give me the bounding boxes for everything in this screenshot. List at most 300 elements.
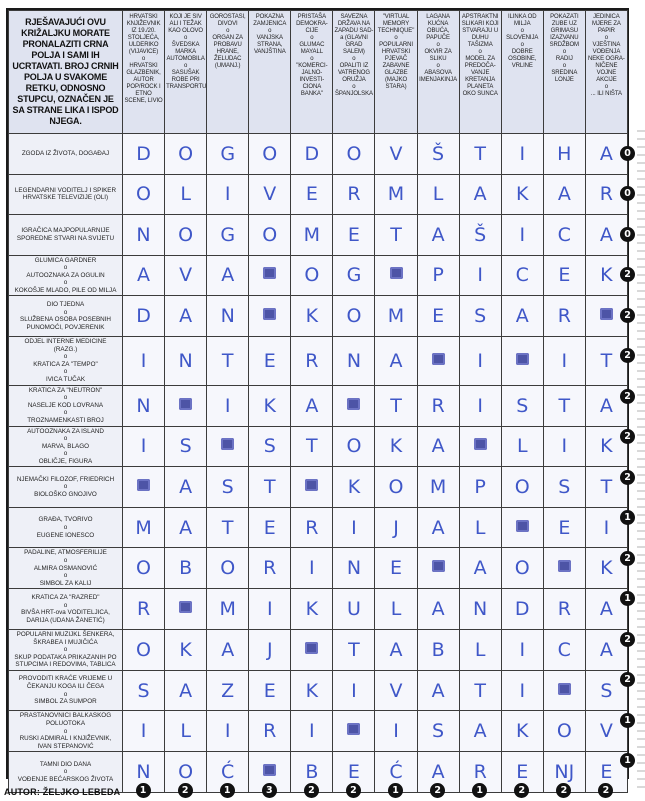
handwritten-letter: V bbox=[263, 183, 277, 206]
letter-cell[interactable] bbox=[249, 215, 291, 256]
letter-cell[interactable] bbox=[165, 548, 207, 589]
letter-cell[interactable] bbox=[417, 426, 459, 467]
letter-cell[interactable] bbox=[417, 467, 459, 508]
letter-cell[interactable] bbox=[417, 296, 459, 337]
letter-cell[interactable] bbox=[459, 296, 501, 337]
letter-cell[interactable] bbox=[291, 255, 333, 296]
letter-cell[interactable] bbox=[543, 629, 585, 670]
letter-cell[interactable] bbox=[459, 215, 501, 256]
letter-cell[interactable] bbox=[459, 548, 501, 589]
handwritten-letter: P bbox=[432, 264, 444, 287]
column-count-badge: 2 bbox=[514, 783, 529, 798]
letter-cell[interactable] bbox=[585, 336, 627, 385]
letter-cell[interactable] bbox=[123, 589, 165, 630]
row-count-badge: 0 bbox=[620, 227, 635, 242]
letter-cell[interactable] bbox=[207, 215, 249, 256]
letter-cell[interactable] bbox=[459, 467, 501, 508]
handwritten-letter: E bbox=[516, 761, 529, 784]
handwritten-letter: A bbox=[137, 264, 151, 287]
handwritten-letter: T bbox=[390, 394, 402, 417]
letter-cell[interactable] bbox=[543, 174, 585, 215]
handwritten-letter: R bbox=[136, 598, 151, 621]
letter-cell[interactable] bbox=[543, 296, 585, 337]
handwritten-letter: L bbox=[180, 183, 191, 206]
handwritten-letter: A bbox=[473, 183, 487, 206]
handwritten-letter: L bbox=[180, 720, 191, 743]
black-square bbox=[179, 601, 192, 613]
black-cell[interactable] bbox=[333, 385, 375, 426]
handwritten-letter: O bbox=[346, 435, 362, 458]
letter-cell[interactable] bbox=[501, 711, 543, 752]
letter-cell[interactable] bbox=[375, 548, 417, 589]
row-clue-15 bbox=[9, 711, 123, 752]
handwritten-letter: Ć bbox=[389, 761, 403, 784]
letter-cell[interactable] bbox=[333, 507, 375, 548]
handwritten-letter: A bbox=[389, 349, 403, 372]
letter-cell[interactable] bbox=[249, 426, 291, 467]
letter-cell[interactable] bbox=[165, 255, 207, 296]
letter-cell[interactable] bbox=[375, 507, 417, 548]
letter-cell[interactable] bbox=[501, 589, 543, 630]
letter-cell[interactable] bbox=[543, 385, 585, 426]
letter-cell[interactable] bbox=[543, 215, 585, 256]
column-clue-text: KOJI JE SIV ALI I TEŽAK KAO OLOVO o ŠVEDSKA MARKA AUTOMOBILA o SASUŠAK ROBE PRI TRANSPORTU bbox=[166, 14, 207, 90]
handwritten-letter: O bbox=[136, 183, 152, 206]
row-clue-7 bbox=[9, 385, 123, 426]
handwritten-letter: K bbox=[516, 183, 529, 206]
grid-row-6 bbox=[9, 336, 628, 385]
column-header-row bbox=[9, 11, 628, 134]
column-clue-10 bbox=[501, 11, 543, 134]
row-count-badge: 2 bbox=[620, 308, 635, 323]
handwritten-letter: K bbox=[347, 476, 361, 499]
handwritten-letter: I bbox=[519, 142, 526, 165]
handwritten-letter: T bbox=[474, 142, 486, 165]
black-square bbox=[558, 560, 571, 572]
black-square bbox=[600, 308, 613, 320]
letter-cell[interactable] bbox=[543, 336, 585, 385]
handwritten-letter: A bbox=[179, 305, 193, 328]
letter-cell[interactable] bbox=[375, 589, 417, 630]
row-clue-10 bbox=[9, 507, 123, 548]
letter-cell[interactable] bbox=[249, 670, 291, 711]
letter-cell[interactable] bbox=[207, 296, 249, 337]
row-clue-text: PROVODITI KRAĆE VRIJEME U ČEKANJU KOGA ILI ČEGA o SIMBOL ZA SUMPOR bbox=[18, 675, 113, 706]
letter-cell[interactable] bbox=[291, 670, 333, 711]
handwritten-letter: A bbox=[221, 638, 235, 661]
letter-cell[interactable] bbox=[459, 336, 501, 385]
column-clue-8 bbox=[417, 11, 459, 134]
letter-cell[interactable] bbox=[123, 215, 165, 256]
row-clue-3 bbox=[9, 215, 123, 256]
handwritten-letter: D bbox=[136, 142, 151, 165]
handwritten-letter: S bbox=[137, 679, 150, 702]
row-count-badge: 2 bbox=[620, 389, 635, 404]
handwritten-letter: A bbox=[599, 394, 613, 417]
handwritten-letter: T bbox=[474, 679, 486, 702]
letter-cell[interactable] bbox=[417, 385, 459, 426]
letter-cell[interactable] bbox=[459, 507, 501, 548]
instructions-box bbox=[9, 11, 123, 134]
handwritten-letter: T bbox=[600, 476, 613, 499]
letter-cell[interactable] bbox=[501, 385, 543, 426]
letter-cell[interactable] bbox=[501, 174, 543, 215]
letter-cell[interactable] bbox=[543, 426, 585, 467]
handwritten-letter: I bbox=[224, 394, 231, 417]
letter-cell[interactable] bbox=[123, 670, 165, 711]
letter-cell[interactable] bbox=[249, 548, 291, 589]
row-count-badge: 1 bbox=[620, 510, 635, 525]
letter-cell[interactable] bbox=[417, 134, 459, 175]
letter-cell[interactable] bbox=[375, 670, 417, 711]
handwritten-letter: R bbox=[305, 349, 319, 372]
letter-cell[interactable] bbox=[333, 589, 375, 630]
black-cell[interactable] bbox=[501, 336, 543, 385]
black-square bbox=[432, 560, 445, 572]
letter-cell[interactable] bbox=[249, 134, 291, 175]
letter-cell[interactable] bbox=[501, 134, 543, 175]
column-clue-text: GOROSTASI, DIVOVI o ORGAN ZA PROBAVU HRANE, ŽELUDAC (UMANJ.) bbox=[209, 14, 246, 69]
letter-cell[interactable] bbox=[207, 629, 249, 670]
letter-cell[interactable] bbox=[333, 255, 375, 296]
grid-row-11 bbox=[9, 548, 628, 589]
row-clue-text: LEGENDARNI VODITELJ I SPIKER HRVATSKE TELEVIZIJE (OLI) bbox=[14, 186, 117, 202]
handwritten-letter: I bbox=[477, 264, 483, 287]
letter-cell[interactable] bbox=[207, 467, 249, 508]
letter-cell[interactable] bbox=[165, 426, 207, 467]
column-count-badge: 1 bbox=[388, 783, 403, 798]
black-cell[interactable] bbox=[333, 711, 375, 752]
letter-cell[interactable] bbox=[207, 670, 249, 711]
letter-cell[interactable] bbox=[165, 670, 207, 711]
letter-cell[interactable] bbox=[207, 385, 249, 426]
letter-cell[interactable] bbox=[291, 589, 333, 630]
handwritten-letter: E bbox=[600, 761, 613, 784]
letter-cell[interactable] bbox=[459, 711, 501, 752]
letter-cell[interactable] bbox=[165, 629, 207, 670]
letter-cell[interactable] bbox=[459, 670, 501, 711]
handwritten-letter: K bbox=[305, 598, 319, 621]
row-clue-text: GLUMICA GARDNER o AUTOOZNAKA ZA OGULIN o KOKOŠJE MLADO, PILE OD MILJA bbox=[14, 256, 117, 294]
letter-cell[interactable] bbox=[165, 336, 207, 385]
letter-cell[interactable] bbox=[207, 548, 249, 589]
black-square bbox=[179, 398, 192, 410]
letter-cell[interactable] bbox=[207, 134, 249, 175]
letter-cell[interactable] bbox=[543, 711, 585, 752]
letter-cell[interactable] bbox=[249, 336, 291, 385]
letter-cell[interactable] bbox=[123, 174, 165, 215]
column-clue-5 bbox=[291, 11, 333, 134]
black-cell[interactable] bbox=[417, 548, 459, 589]
letter-cell[interactable] bbox=[459, 134, 501, 175]
column-count-badge: 2 bbox=[304, 783, 319, 798]
letter-cell[interactable] bbox=[291, 215, 333, 256]
letter-cell[interactable] bbox=[375, 711, 417, 752]
row-clue-14 bbox=[9, 670, 123, 711]
handwritten-letter: E bbox=[347, 223, 360, 246]
row-clue-13 bbox=[9, 629, 123, 670]
black-square bbox=[474, 438, 487, 450]
letter-cell[interactable] bbox=[333, 296, 375, 337]
row-count-badge: 1 bbox=[620, 753, 635, 768]
handwritten-letter: E bbox=[390, 557, 403, 580]
letter-cell[interactable] bbox=[291, 296, 333, 337]
column-clue-2 bbox=[165, 11, 207, 134]
letter-cell[interactable] bbox=[375, 426, 417, 467]
black-cell[interactable] bbox=[375, 255, 417, 296]
handwritten-letter: A bbox=[599, 598, 613, 621]
letter-cell[interactable] bbox=[375, 385, 417, 426]
column-count-badge: 2 bbox=[598, 783, 613, 798]
column-clue-text: HRVATSKI KNJIŽEVNIK IZ 19./20. STOLJEĆA, ULDERIKO (VIJAVICE) o HRVATSKI GLAZBENIK, AUTOR POP/ROCK I ETNO SCENE, LIVIO bbox=[124, 14, 163, 104]
letter-cell[interactable] bbox=[165, 174, 207, 215]
row-clue-text: KRATICA ZA "NEUTRON" o NASELJE KOD LOVRANA o TROZNAMENKASTI BROJ bbox=[27, 386, 104, 424]
handwritten-letter: I bbox=[603, 516, 610, 539]
handwritten-letter: A bbox=[473, 557, 487, 580]
black-cell[interactable] bbox=[249, 255, 291, 296]
letter-cell[interactable] bbox=[417, 507, 459, 548]
handwritten-letter: B bbox=[305, 761, 319, 784]
letter-cell[interactable] bbox=[543, 255, 585, 296]
black-cell[interactable] bbox=[165, 385, 207, 426]
handwritten-letter: G bbox=[220, 223, 236, 246]
black-square bbox=[263, 764, 276, 776]
letter-cell[interactable] bbox=[459, 255, 501, 296]
handwritten-letter: E bbox=[558, 264, 571, 287]
letter-cell[interactable] bbox=[501, 255, 543, 296]
letter-cell[interactable] bbox=[291, 336, 333, 385]
handwritten-letter: A bbox=[599, 142, 613, 165]
letter-cell[interactable] bbox=[333, 670, 375, 711]
letter-cell[interactable] bbox=[123, 385, 165, 426]
letter-cell[interactable] bbox=[543, 589, 585, 630]
grid-row-14 bbox=[9, 670, 628, 711]
letter-cell[interactable] bbox=[459, 385, 501, 426]
letter-cell[interactable] bbox=[375, 134, 417, 175]
handwritten-letter: R bbox=[263, 720, 277, 743]
black-square bbox=[305, 642, 318, 654]
handwritten-letter: L bbox=[432, 183, 444, 206]
letter-cell[interactable] bbox=[501, 215, 543, 256]
letter-cell[interactable] bbox=[207, 711, 249, 752]
letter-cell[interactable] bbox=[123, 255, 165, 296]
handwritten-letter: A bbox=[431, 761, 445, 784]
letter-cell[interactable] bbox=[165, 507, 207, 548]
row-count-badge: 0 bbox=[620, 146, 635, 161]
letter-cell[interactable] bbox=[333, 134, 375, 175]
letter-cell[interactable] bbox=[291, 507, 333, 548]
letter-cell[interactable] bbox=[333, 467, 375, 508]
handwritten-letter: M bbox=[387, 183, 405, 206]
letter-cell[interactable] bbox=[291, 426, 333, 467]
letter-cell[interactable] bbox=[417, 711, 459, 752]
letter-cell[interactable] bbox=[543, 467, 585, 508]
handwritten-letter: T bbox=[306, 435, 318, 458]
letter-cell[interactable] bbox=[459, 629, 501, 670]
handwritten-letter: A bbox=[431, 598, 445, 621]
handwritten-letter: T bbox=[600, 349, 613, 372]
letter-cell[interactable] bbox=[417, 215, 459, 256]
handwritten-letter: S bbox=[432, 720, 445, 743]
letter-cell[interactable] bbox=[501, 670, 543, 711]
letter-cell[interactable] bbox=[501, 548, 543, 589]
black-cell[interactable] bbox=[165, 589, 207, 630]
handwritten-letter: R bbox=[557, 305, 571, 328]
handwritten-letter: R bbox=[347, 183, 361, 206]
letter-cell[interactable] bbox=[207, 589, 249, 630]
letter-cell[interactable] bbox=[375, 336, 417, 385]
letter-cell[interactable] bbox=[375, 467, 417, 508]
handwritten-letter: L bbox=[474, 516, 486, 539]
black-cell[interactable] bbox=[291, 467, 333, 508]
black-square bbox=[390, 267, 403, 279]
handwritten-letter: I bbox=[140, 720, 147, 743]
black-cell[interactable] bbox=[501, 507, 543, 548]
letter-cell[interactable] bbox=[123, 426, 165, 467]
handwritten-letter: N bbox=[136, 223, 151, 246]
letter-cell[interactable] bbox=[333, 215, 375, 256]
letter-cell[interactable] bbox=[207, 507, 249, 548]
letter-cell[interactable] bbox=[165, 711, 207, 752]
letter-cell[interactable] bbox=[417, 670, 459, 711]
black-cell[interactable] bbox=[543, 548, 585, 589]
letter-cell[interactable] bbox=[459, 174, 501, 215]
row-clue-text: ZGODA IZ ŽIVOTA, DOGAĐAJ bbox=[21, 149, 110, 157]
row-clue-text: TAMNI DIO DANA o VOĐENJE BEĆARSKOG ŽIVOTA bbox=[17, 760, 114, 783]
black-cell[interactable] bbox=[417, 336, 459, 385]
letter-cell[interactable] bbox=[123, 296, 165, 337]
letter-cell[interactable] bbox=[501, 426, 543, 467]
letter-cell[interactable] bbox=[417, 255, 459, 296]
black-cell[interactable] bbox=[459, 426, 501, 467]
letter-cell[interactable] bbox=[333, 426, 375, 467]
black-cell[interactable] bbox=[249, 296, 291, 337]
letter-cell[interactable] bbox=[249, 589, 291, 630]
letter-cell[interactable] bbox=[375, 174, 417, 215]
handwritten-letter: I bbox=[351, 516, 357, 539]
column-count-badge: 1 bbox=[136, 783, 151, 798]
handwritten-letter: NJ bbox=[554, 761, 575, 784]
letter-cell[interactable] bbox=[417, 629, 459, 670]
letter-cell[interactable] bbox=[123, 507, 165, 548]
handwritten-letter: Z bbox=[221, 679, 235, 702]
letter-cell[interactable] bbox=[207, 255, 249, 296]
handwritten-letter: A bbox=[431, 223, 445, 246]
black-square bbox=[263, 267, 276, 279]
letter-cell[interactable] bbox=[165, 215, 207, 256]
handwritten-letter: O bbox=[178, 761, 194, 784]
letter-cell[interactable] bbox=[249, 174, 291, 215]
letter-cell[interactable] bbox=[459, 589, 501, 630]
letter-cell[interactable] bbox=[543, 507, 585, 548]
letter-cell[interactable] bbox=[165, 134, 207, 175]
letter-cell[interactable] bbox=[123, 134, 165, 175]
letter-cell[interactable] bbox=[501, 296, 543, 337]
handwritten-letter: K bbox=[263, 394, 276, 417]
page-edge bbox=[637, 130, 645, 790]
handwritten-letter: N bbox=[346, 557, 362, 580]
letter-cell[interactable] bbox=[333, 174, 375, 215]
letter-cell[interactable] bbox=[375, 296, 417, 337]
crossword-puzzle bbox=[6, 8, 629, 784]
column-clue-3 bbox=[207, 11, 249, 134]
letter-cell[interactable] bbox=[123, 548, 165, 589]
black-cell[interactable] bbox=[543, 670, 585, 711]
column-clue-text: "VIRTUAL MEMORY TECHNIQUE" o POPULARNI HRVATSKI PJEVAČ ZABAVNE GLAZBE (MAJKO STARA) bbox=[377, 14, 415, 90]
letter-cell[interactable] bbox=[333, 336, 375, 385]
handwritten-letter: N bbox=[473, 598, 488, 621]
handwritten-letter: L bbox=[390, 598, 402, 621]
letter-cell[interactable] bbox=[333, 548, 375, 589]
handwritten-letter: T bbox=[390, 223, 402, 246]
letter-cell[interactable] bbox=[291, 134, 333, 175]
handwritten-letter: O bbox=[262, 223, 278, 246]
letter-cell[interactable] bbox=[291, 548, 333, 589]
handwritten-letter: Š bbox=[432, 142, 445, 165]
letter-cell[interactable] bbox=[417, 589, 459, 630]
row-count-badge: 2 bbox=[620, 267, 635, 282]
letter-cell[interactable] bbox=[165, 467, 207, 508]
column-clue-text: ILINKA OD MILJA o SLOVENIJA o DOBRE OSOBINE, VRLINE bbox=[506, 14, 539, 69]
handwritten-letter: I bbox=[477, 394, 483, 417]
letter-cell[interactable] bbox=[333, 629, 375, 670]
handwritten-letter: I bbox=[519, 638, 526, 661]
grid-row-10 bbox=[9, 507, 628, 548]
black-cell[interactable] bbox=[207, 426, 249, 467]
handwritten-letter: E bbox=[305, 183, 318, 206]
handwritten-letter: I bbox=[561, 435, 568, 458]
letter-cell[interactable] bbox=[165, 296, 207, 337]
letter-cell[interactable] bbox=[291, 711, 333, 752]
row-count-badge: 2 bbox=[620, 632, 635, 647]
handwritten-letter: U bbox=[346, 598, 361, 621]
row-clue-text: IGRAČICA MAJPOPULARNIJE SPOREDNE STVARI NA SVIJETU bbox=[16, 227, 115, 242]
letter-cell[interactable] bbox=[501, 629, 543, 670]
letter-cell[interactable] bbox=[249, 385, 291, 426]
handwritten-letter: C bbox=[557, 638, 571, 661]
letter-cell[interactable] bbox=[123, 336, 165, 385]
black-cell[interactable] bbox=[123, 467, 165, 508]
handwritten-letter: E bbox=[347, 761, 360, 784]
handwritten-letter: R bbox=[305, 516, 319, 539]
letter-cell[interactable] bbox=[249, 507, 291, 548]
letter-cell[interactable] bbox=[375, 629, 417, 670]
handwritten-letter: G bbox=[346, 264, 362, 287]
column-clue-text: LAGANA KUĆNA OBUĆA, PAPUČE o OKVIR ZA SLIKU o ABASOVA IMENJAKINJA bbox=[419, 14, 458, 83]
letter-cell[interactable] bbox=[291, 385, 333, 426]
handwritten-letter: K bbox=[389, 435, 403, 458]
letter-cell[interactable] bbox=[207, 336, 249, 385]
column-clue-text: PRISTAŠA DEMOKRA-CIJE o GLUMAC MAYALL o "KOMERCI-JALNO-INVESTI-CIONA BANKA" bbox=[296, 14, 328, 97]
letter-cell[interactable] bbox=[375, 215, 417, 256]
letter-cell[interactable] bbox=[501, 467, 543, 508]
letter-cell[interactable] bbox=[249, 467, 291, 508]
column-count-badge: 2 bbox=[556, 783, 571, 798]
letter-cell[interactable] bbox=[417, 174, 459, 215]
letter-cell[interactable] bbox=[123, 711, 165, 752]
column-clue-text: JEDINICA MJERE ZA PAPIR o VJEŠTINA VOĐENJA NEKE OGRA-NIČENE VOJNE AKCIJE o ... ILI NIŠTA bbox=[588, 14, 625, 97]
black-cell[interactable] bbox=[291, 629, 333, 670]
letter-cell[interactable] bbox=[249, 711, 291, 752]
column-count-badge: 3 bbox=[262, 783, 277, 798]
letter-cell[interactable] bbox=[543, 134, 585, 175]
letter-cell[interactable] bbox=[123, 629, 165, 670]
letter-cell[interactable] bbox=[249, 629, 291, 670]
letter-cell[interactable] bbox=[207, 174, 249, 215]
letter-cell[interactable] bbox=[291, 174, 333, 215]
handwritten-letter: S bbox=[558, 476, 571, 499]
handwritten-letter: N bbox=[178, 349, 193, 372]
